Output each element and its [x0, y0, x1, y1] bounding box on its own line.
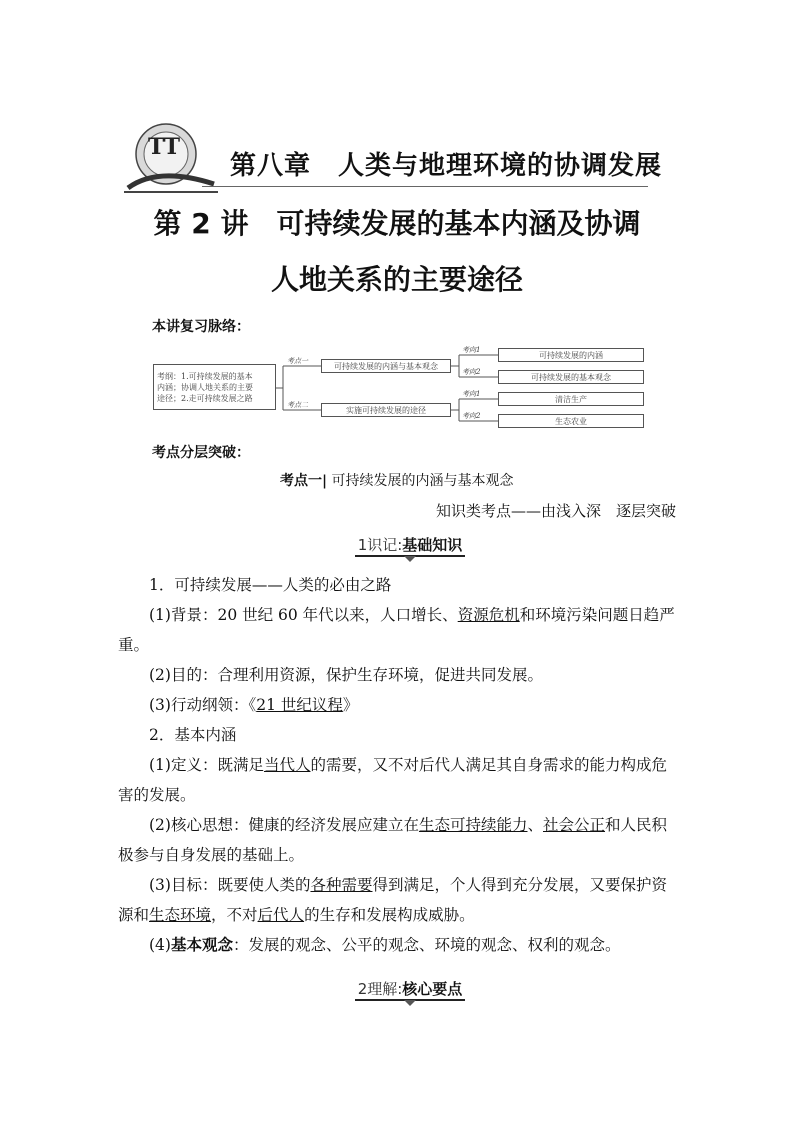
kaodian-subtitle: 知识类考点——由浅入深 逐层突破	[435, 502, 676, 520]
mindmap-root-line: 内涵；协调人地关系的主要	[157, 382, 253, 392]
review-mindmap	[153, 344, 647, 432]
lecture-title-line2: 人地关系的主要途径	[270, 263, 523, 296]
mindmap-root	[153, 364, 276, 410]
text: 和人民积极参与自身发展的基础上。	[118, 816, 668, 864]
mindmap-leaf-tag: 考向2	[462, 412, 481, 420]
underlined-term: 资源危机	[457, 606, 520, 624]
mindmap-leaf: 可持续发展的基本观念	[498, 370, 644, 384]
banner-heading: 基础知识	[402, 536, 463, 554]
underlined-term: 各种需要	[310, 876, 373, 894]
underlined-term: 21 世纪议程	[256, 696, 343, 714]
mindmap-leaf-tag: 考向1	[462, 390, 481, 398]
underlined-term: 生态环境	[149, 906, 212, 924]
banner-basic-knowledge	[340, 534, 480, 564]
section-title: 1．可持续发展——人类的必由之路	[149, 576, 392, 594]
banner-heading: 核心要点	[402, 980, 463, 998]
section-title: 2．基本内涵	[149, 726, 237, 744]
mindmap-branch: 实施可持续发展的途径	[321, 403, 451, 417]
text: 》	[342, 696, 359, 714]
text: 的需要，又不对后代人满足其自身需求的能力构成危害的发展。	[118, 756, 667, 804]
mindmap-root-line: 考纲：1.可持续发展的基本	[157, 371, 253, 381]
mindmap-leaf-tag: 考向2	[462, 368, 481, 376]
text: (1)定义：既满足	[149, 756, 264, 774]
paragraph	[118, 600, 680, 660]
banner-text	[340, 534, 480, 555]
mindmap-branch-tag: 考点一	[287, 357, 308, 365]
text: 得到满足，个人得到充分发展，又要保护资源和	[118, 876, 667, 924]
lecture-title-line1: 第 2 讲 可持续发展的基本内涵及协调	[153, 207, 641, 240]
banner-down-triangle-icon	[404, 1000, 416, 1006]
text: (4)	[149, 936, 171, 954]
underlined-term: 后代人	[257, 906, 305, 924]
content-body	[118, 570, 680, 960]
banner-core-points	[340, 978, 480, 1008]
paragraph: (2)目的：合理利用资源，保护生存环境，促进共同发展。	[149, 666, 543, 684]
underlined-term: 当代人	[263, 756, 311, 774]
paragraph	[118, 750, 680, 810]
mindmap-root-line: 途径；2.走可持续发展之路	[157, 393, 253, 403]
kaodian-title: 可持续发展的内涵与基本观念	[331, 473, 514, 489]
paragraph	[118, 810, 680, 870]
paragraph	[118, 930, 680, 960]
banner-down-triangle-icon	[404, 556, 416, 562]
paragraph	[118, 870, 680, 930]
text: (1)背景：20 世纪 60 年代以来，人口增长、	[149, 606, 458, 624]
underlined-term: 社会公正	[543, 816, 606, 834]
mindmap-leaf: 清洁生产	[498, 392, 644, 406]
layered-label: 考点分层突破：	[152, 445, 250, 461]
underlined-term: 生态可持续能力	[418, 816, 528, 834]
chapter-header	[118, 118, 663, 198]
paragraph	[118, 690, 680, 720]
logo-letters: TT	[148, 134, 180, 160]
bold-term: 基本观念	[170, 935, 233, 954]
mindmap-leaf: 生态农业	[498, 414, 644, 428]
banner-number: 2理解:	[357, 980, 403, 998]
kaodian-number: 考点一|	[280, 473, 328, 489]
outline-label: 本讲复习脉络：	[152, 319, 250, 335]
mindmap-leaf-tag: 考向1	[462, 346, 481, 354]
chapter-logo-icon	[118, 118, 228, 194]
text: 和环境污染问题日趋严重。	[118, 606, 675, 654]
chapter-title: 第八章 人类与地理环境的协调发展	[230, 151, 663, 181]
banner-number: 1识记:	[357, 536, 403, 554]
mindmap-leaf: 可持续发展的内涵	[498, 348, 644, 362]
text: ，不对	[211, 906, 258, 924]
mindmap-branch: 可持续发展的内涵与基本观念	[321, 359, 451, 373]
text: (3)行动纲领：《	[149, 696, 257, 714]
text: (2)核心思想：健康的经济发展应建立在	[149, 816, 419, 834]
text: 的生存和发展构成威胁。	[304, 906, 475, 924]
mindmap-branch-tag: 考点二	[287, 401, 308, 409]
banner-text	[340, 978, 480, 999]
text: ：发展的观念、公平的观念、环境的观念、权利的观念。	[232, 936, 621, 954]
text: (3)目标：既要使人类的	[149, 876, 311, 894]
kaodian-heading	[280, 470, 514, 490]
text: 、	[527, 816, 543, 834]
chapter-rule	[202, 186, 648, 187]
